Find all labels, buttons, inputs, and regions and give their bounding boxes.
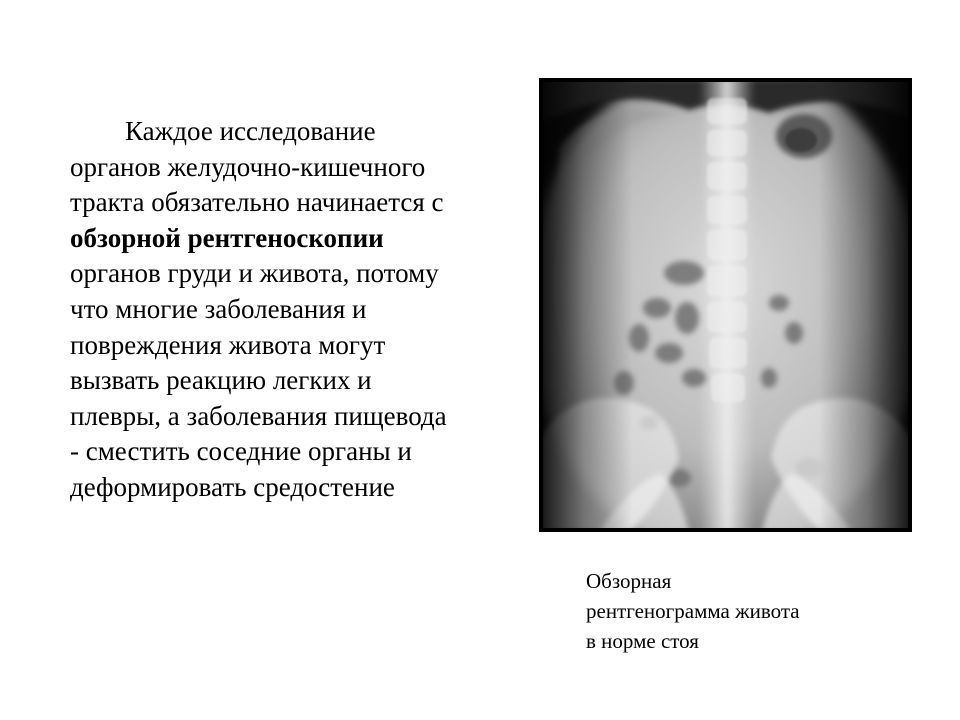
- abdominal-xray-image: [539, 78, 912, 532]
- caption-line: в норме стоя: [586, 629, 699, 653]
- xray-illustration: [539, 78, 912, 532]
- paragraph-line: повреждения живота могут: [70, 329, 386, 360]
- paragraph-line: - сместить соседние органы и: [70, 436, 412, 467]
- paragraph-line: деформировать средостение: [70, 471, 395, 502]
- caption-line: рентгенограмма живота: [586, 599, 800, 623]
- paragraph-line-emphasis: [70, 221, 525, 257]
- paragraph-line: органов груди и живота, потому: [70, 258, 439, 289]
- paragraph-line: тракта обязательно начинается с: [70, 187, 444, 218]
- paragraph-line: вызвать реакцию легких и: [70, 365, 372, 396]
- paragraph-line: органов желудочно-кишечного: [70, 151, 426, 182]
- paragraph-line: Каждое исследование: [125, 116, 376, 146]
- paragraph-line: что многие заболевания и: [70, 293, 367, 324]
- paragraph-line: плевры, а заболевания пищевода: [70, 400, 447, 431]
- emphasis-term: обзорной рентгеноскопии: [70, 222, 384, 253]
- main-paragraph: [70, 114, 525, 506]
- image-caption: [586, 566, 906, 656]
- caption-line: Обзорная: [586, 569, 672, 593]
